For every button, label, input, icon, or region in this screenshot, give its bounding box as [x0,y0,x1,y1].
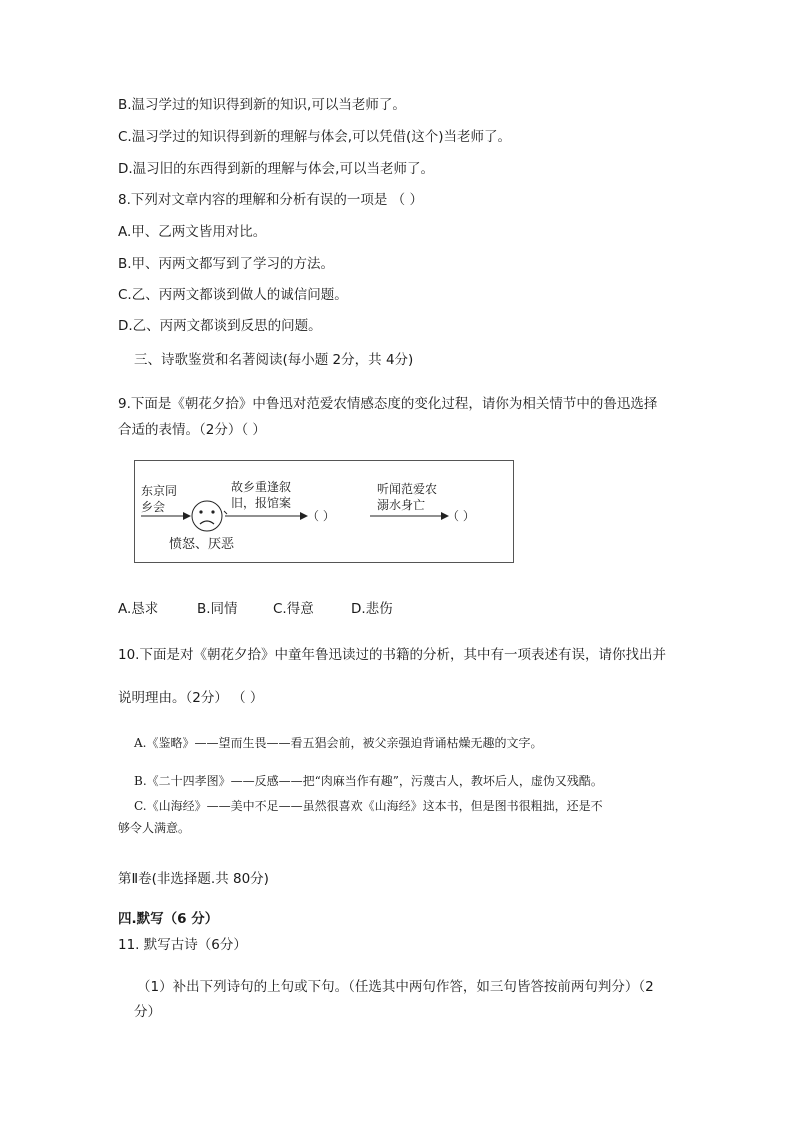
q10-stem-line1: 10.下面是对《朝花夕拾》中童年鲁迅读过的书籍的分析，其中有一项表述有误，请你找出并 [118,647,666,663]
blank-3: （ ） [447,509,475,523]
q9-option-b: B.同情 [197,601,238,617]
q7-option-c: C.温习学过的知识得到新的理解与体会,可以凭借(这个)当老师了。 [118,129,512,145]
q7-option-d: D.温习旧的东西得到新的理解与体会,可以当老师了。 [118,161,434,177]
section3-title: 三、诗歌鉴赏和名著阅读(每小题 2分，共 4分) [134,352,414,368]
q10-option-c-line1: C.《山海经》——美中不足——虽然很喜欢《山海经》这本书，但是图书很粗拙，还是不 [134,799,603,813]
q8-option-d: D.乙、丙两文都谈到反思的问题。 [118,318,322,334]
q10-stem-line2: 说明理由。（2分） （ ） [118,690,264,706]
q9-option-a: A.恳求 [118,601,159,617]
q9-option-c: C.得意 [273,601,314,617]
event2-label-line1: 故乡重逢叙 [231,480,292,494]
q9-stem-line1: 9.下面是《朝花夕拾》中鲁迅对范爱农情感态度的变化过程，请你为相关情节中的鲁迅选择 [118,396,658,412]
q9-options [118,599,393,619]
q8-stem: 8.下列对文章内容的理解和分析有误的一项是 （ ） [118,192,423,208]
q8-option-b: B.甲、丙两文都写到了学习的方法。 [118,256,335,272]
sad-face-icon [192,501,222,531]
q8-option-c: C.乙、丙两文都谈到做人的诚信问题。 [118,287,348,303]
part2-title: 第Ⅱ卷(非选择题.共 80分) [118,871,269,887]
event2-label-line2: 旧，报馆案 [231,496,292,510]
q10-option-b: B.《二十四孝图》——反感——把“肉麻当作有趣”，污蔑古人，教坏后人，虚伪又残酷。 [134,774,603,788]
q7-option-b: B.温习学过的知识得到新的知识,可以当老师了。 [118,97,406,113]
q10-option-c-line2: 够令人满意。 [118,821,191,835]
q11-sub1-line2: 分） [134,1004,161,1020]
q8-option-a: A.甲、乙两文皆用对比。 [118,224,267,240]
q9-option-d: D.悲伤 [351,601,393,617]
q11-stem: 11. 默写古诗（6分） [118,937,247,953]
q11-sub1-line1: （1）补出下列诗句的上句或下句。（任选其中两句作答，如三句皆答按前两句判分）（2 [137,979,654,995]
q10-option-a: A.《鉴略》——望而生畏——看五猖会前，被父亲强迫背诵枯燥无趣的文字。 [134,736,543,750]
q9-stem-line2: 合适的表情。（2分）（ ） [118,422,266,438]
emotion1-label: 愤怒、厌恶 [169,537,235,552]
section4-title: 四.默写（6 分） [118,911,219,927]
event1-label-line1: 东京同 [141,484,178,498]
emotion-flow-diagram [134,460,514,563]
event3-label-line1: 听闻范爱农 [377,482,438,496]
event1-label-line2: 乡会 [141,500,166,514]
blank-2: （ ） [307,509,335,523]
event3-label-line2: 溺水身亡 [377,498,426,512]
